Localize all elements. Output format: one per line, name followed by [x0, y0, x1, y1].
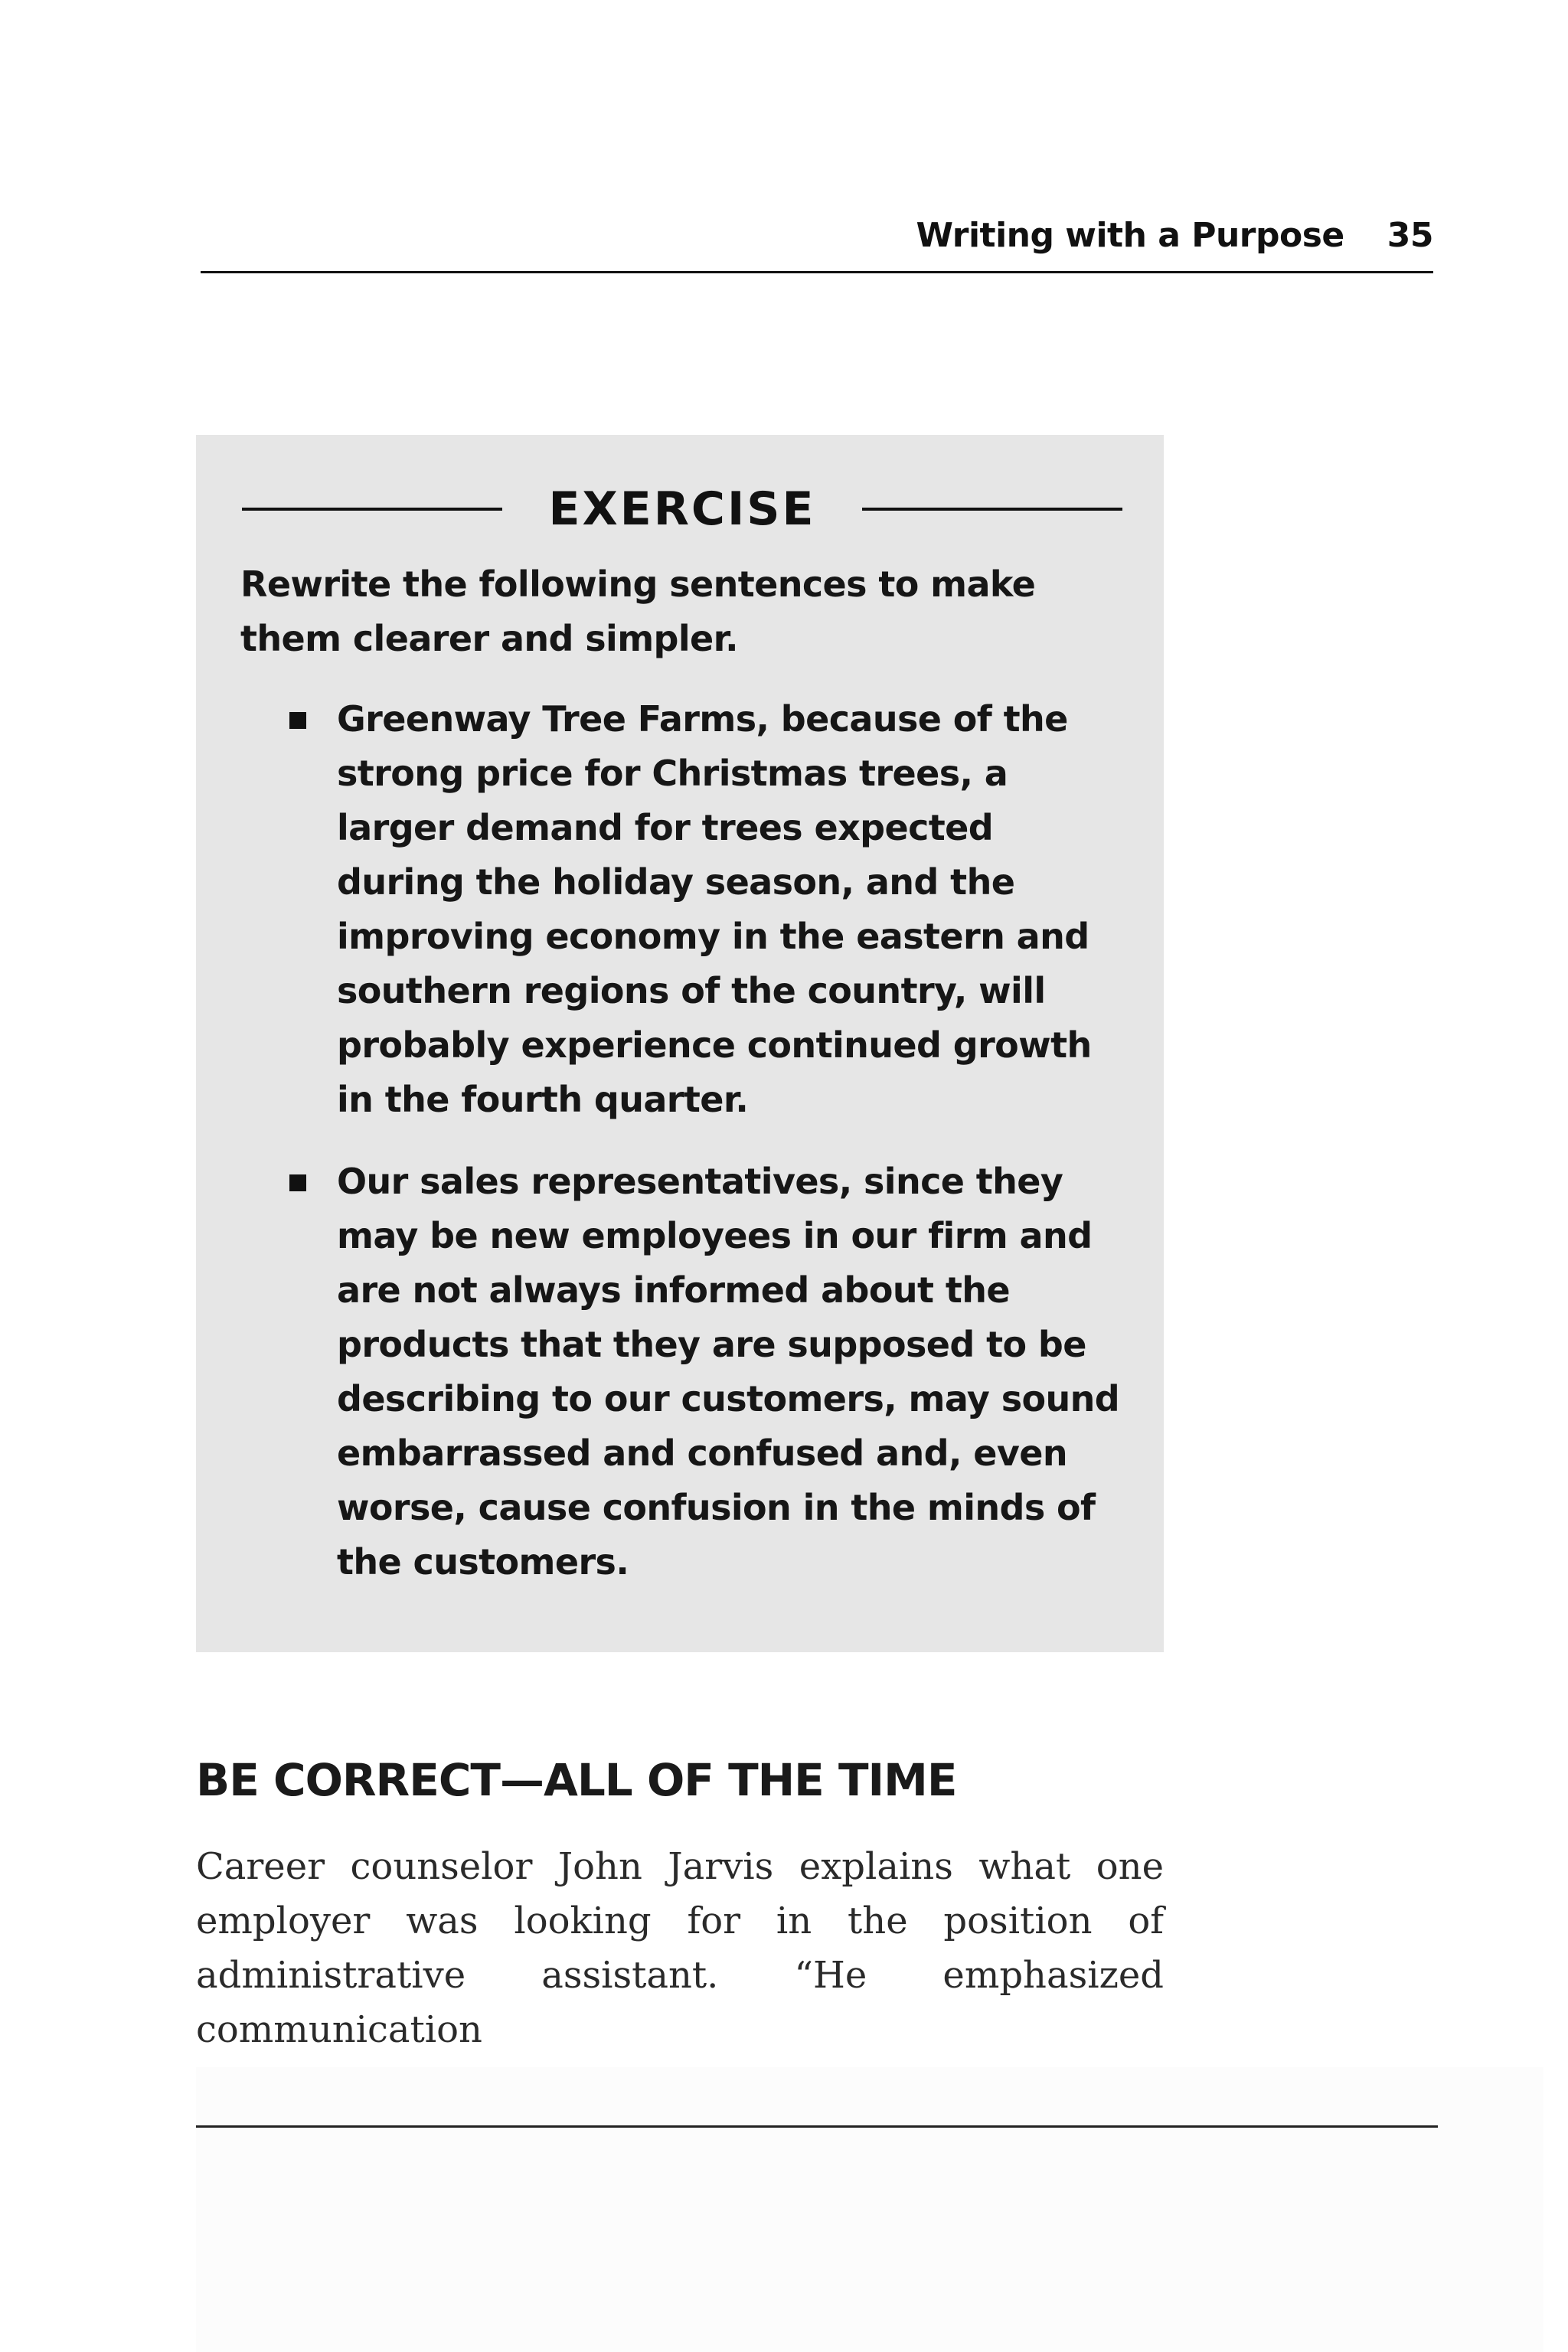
exercise-item-text: Greenway Tree Farms, because of the strong price for Christmas trees, a larger demand for trees expected during the holiday season, and the improving economy in the eastern and southern regions of the country, will probably experience continued growth in the fourth quarter. — [337, 698, 1092, 1120]
exercise-box — [196, 435, 1164, 1652]
body-paragraph: Career counselor John Jarvis explains what one employer was looking for in the position of administrative assistant. “He emphasized communication — [196, 1845, 1164, 2051]
header-rule — [201, 271, 1433, 273]
exercise-title: EXERCISE — [548, 482, 816, 536]
running-head-title: Writing with a Purpose — [916, 216, 1344, 255]
page-number: 35 — [1387, 216, 1433, 255]
section-heading: BE CORRECT—ALL OF THE TIME — [196, 1754, 957, 1806]
square-bullet-icon — [289, 1174, 306, 1191]
exercise-item — [196, 692, 1164, 1127]
exercise-item-list — [196, 692, 1164, 1617]
footer-rule — [196, 2125, 1438, 2128]
exercise-title-rule-right — [862, 508, 1122, 511]
square-bullet-icon — [289, 712, 306, 729]
exercise-item-text: Our sales representatives, since they may be new employees in our firm and are not always informed about the products that they are supposed to be describing to our customers, may sound embarrassed and confused and, even worse, cause confusion in the minds of the customers. — [337, 1161, 1120, 1583]
exercise-instructions: Rewrite the following sentences to make them clearer and simpler. — [240, 564, 1036, 659]
exercise-title-row — [242, 475, 1122, 544]
running-head — [916, 211, 1433, 260]
page-bottom-area — [196, 2067, 1544, 2352]
exercise-item — [196, 1155, 1164, 1589]
